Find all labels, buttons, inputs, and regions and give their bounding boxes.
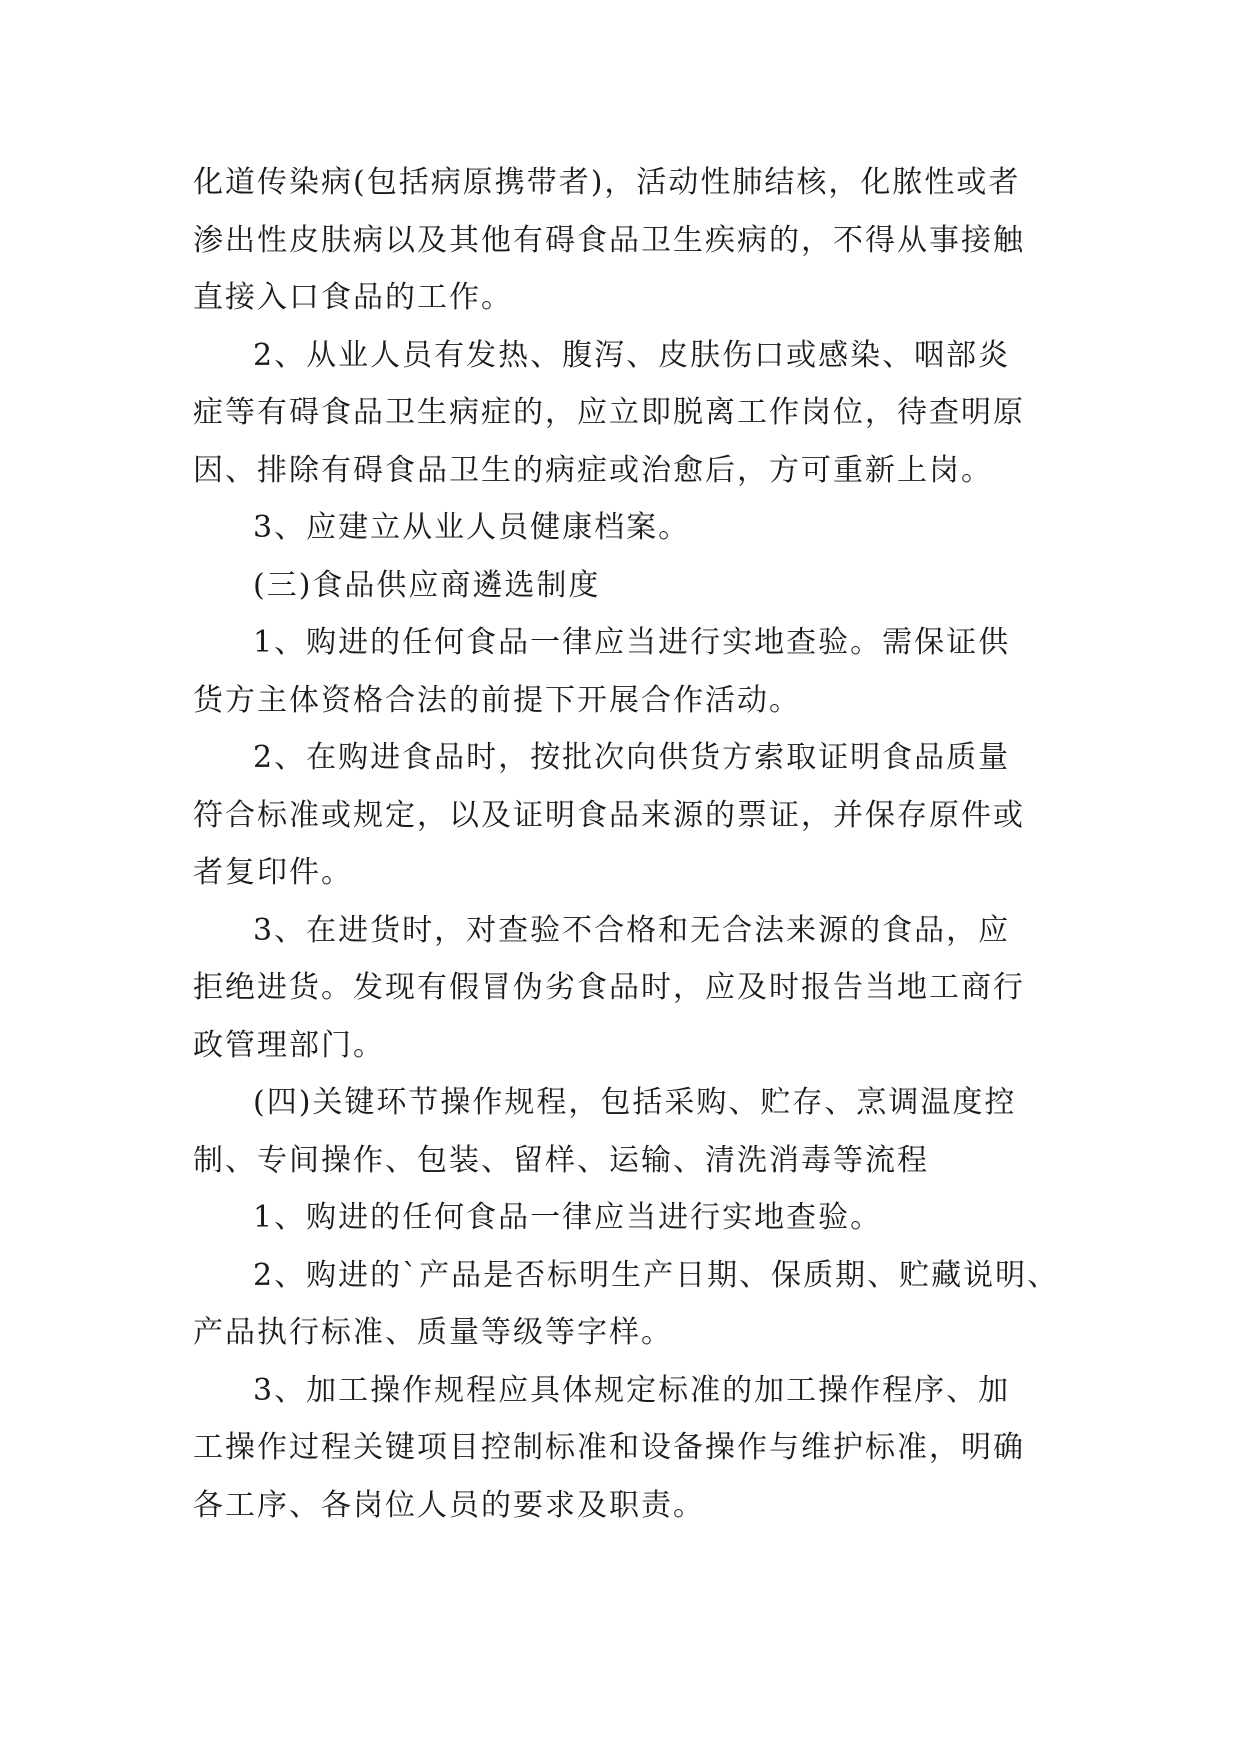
paragraph-supplier-item-3 [193,902,1053,1075]
paragraph-supplier-item-1 [193,614,1053,729]
text-line: 者复印件。 [193,855,353,890]
text-line: 政管理部门。 [193,1027,385,1063]
text-line: 1、购进的任何食品一律应当进行实地查验。 [253,1200,883,1235]
text-line: 各工序、各岗位人员的要求及职责。 [193,1487,705,1523]
text-line: 3、加工操作规程应具体规定标准的加工操作程序、加 [253,1372,1011,1408]
section-heading-key-procedures [193,1074,1053,1189]
text-line: 工操作过程关键项目控制标准和设备操作与维护标准，明确 [193,1430,1025,1465]
paragraph-procedure-item-1 [193,1189,1053,1247]
paragraph-item-3-health-records [193,499,1053,557]
paragraph-procedure-item-3 [193,1362,1053,1535]
text-line: (四)关键环节操作规程，包括采购、贮存、烹调温度控 [253,1085,1017,1120]
text-line: 3、应建立从业人员健康档案。 [253,510,691,545]
text-line: 2、从业人员有发热、腹泻、皮肤伤口或感染、咽部炎 [253,337,1011,373]
paragraph-disease-restriction [193,154,1053,327]
text-line: 制、专间操作、包装、留样、运输、清洗消毒等流程 [193,1142,929,1178]
text-line: 产品执行标准、质量等级等字样。 [193,1315,673,1350]
text-line: 2、在购进食品时，按批次向供货方索取证明食品质量 [253,740,1011,775]
document-body [193,154,1060,1534]
paragraph-procedure-item-2 [193,1247,1060,1362]
text-line: 渗出性皮肤病以及其他有碍食品卫生疾病的，不得从事接触 [193,222,1025,258]
text-line: 符合标准或规定，以及证明食品来源的票证，并保存原件或 [193,797,1025,833]
paragraph-supplier-item-2 [193,729,1053,902]
section-heading-supplier-selection [193,557,1053,615]
text-line: 3、在进货时，对查验不合格和无合法来源的食品，应 [253,912,1011,948]
text-line: 因、排除有碍食品卫生的病症或治愈后，方可重新上岗。 [193,452,993,488]
text-line: 化道传染病(包括病原携带者)，活动性肺结核，化脓性或者 [193,165,1021,200]
text-line: 症等有碍食品卫生病症的，应立即脱离工作岗位，待查明原 [193,395,1025,430]
paragraph-item-2-symptoms [193,327,1053,500]
text-line: 2、购进的`产品是否标明生产日期、保质期、贮藏说明、 [253,1257,1060,1293]
text-line: 直接入口食品的工作。 [193,280,513,315]
text-line: (三)食品供应商遴选制度 [253,567,601,603]
text-line: 拒绝进货。发现有假冒伪劣食品时，应及时报告当地工商行 [193,970,1025,1005]
text-line: 1、购进的任何食品一律应当进行实地查验。需保证供 [253,625,1011,660]
text-line: 货方主体资格合法的前提下开展合作活动。 [193,682,801,718]
